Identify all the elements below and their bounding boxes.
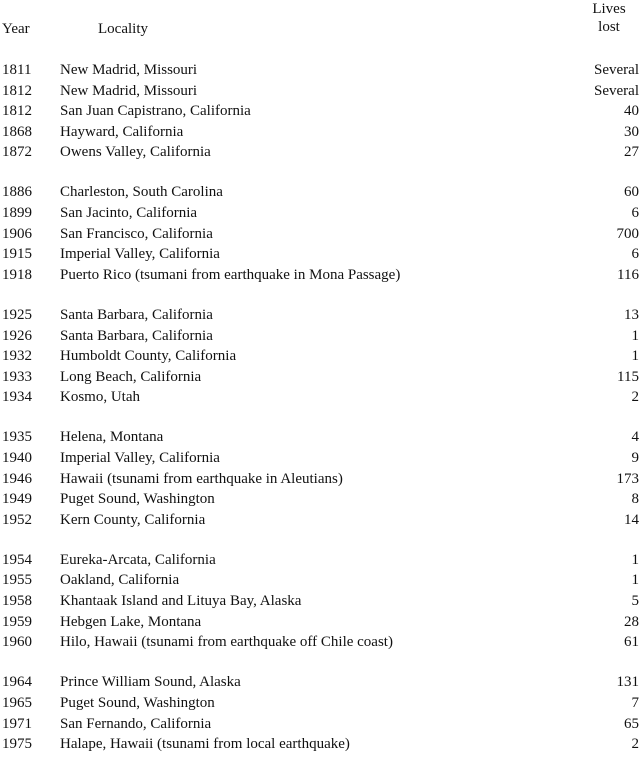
locality-cell: San Fernando, California (60, 715, 212, 732)
year-cell: 1958 (2, 593, 32, 610)
year-cell: 1886 (2, 184, 32, 201)
table-row (0, 367, 643, 388)
locality-cell: New Madrid, Missouri (60, 82, 198, 99)
year-cell: 1932 (2, 348, 32, 365)
year-cell: 1935 (2, 429, 32, 446)
row-group (0, 672, 643, 754)
locality-cell: Imperial Valley, California (60, 246, 220, 263)
locality-cell: New Madrid, Missouri (60, 62, 198, 78)
year-cell: 1952 (2, 511, 32, 528)
year-cell: 1925 (2, 306, 32, 323)
locality-cell: Halape, Hawaii (tsunami from local earthquake) (60, 736, 350, 753)
table-row (0, 60, 643, 81)
table-row (0, 672, 643, 693)
year-cell: 1918 (2, 266, 32, 283)
table-row (0, 427, 643, 448)
lives-lost-cell: 9 (631, 450, 639, 466)
table-row (0, 632, 643, 653)
row-group (0, 305, 643, 408)
table-row (0, 510, 643, 531)
lives-lost-cell: 60 (624, 184, 639, 201)
lives-lost-cell: 1 (631, 572, 639, 589)
year-cell: 1812 (2, 82, 32, 99)
header-lives-line1: Lives (592, 1, 626, 17)
year-cell: 1868 (2, 123, 32, 140)
lives-lost-cell: 65 (624, 715, 639, 732)
locality-cell: Puget Sound, Washington (60, 694, 215, 711)
lives-lost-cell: 131 (616, 674, 639, 691)
year-cell: 1915 (2, 246, 32, 263)
locality-cell: Imperial Valley, California (60, 450, 220, 466)
year-cell: 1959 (2, 613, 32, 630)
lives-lost-cell: 116 (617, 266, 639, 283)
table-body (0, 60, 643, 774)
year-cell: 1954 (2, 551, 32, 568)
table-row (0, 265, 643, 286)
locality-cell: Long Beach, California (60, 368, 202, 385)
table-row (0, 693, 643, 714)
table-row (0, 612, 643, 633)
lives-lost-cell: 28 (624, 613, 639, 630)
lives-lost-cell: 2 (631, 736, 639, 753)
locality-cell: Hayward, California (60, 123, 184, 140)
locality-cell: Humboldt County, California (60, 348, 237, 365)
year-cell: 1971 (2, 715, 32, 732)
locality-cell: Khantaak Island and Lituya Bay, Alaska (60, 593, 302, 610)
locality-cell: Santa Barbara, California (60, 306, 213, 323)
lives-lost-cell: 4 (631, 429, 639, 446)
locality-cell: Helena, Montana (60, 429, 164, 446)
locality-cell: San Francisco, California (60, 225, 213, 242)
year-cell: 1934 (2, 389, 32, 406)
locality-cell: Puerto Rico (tsumani from earthquake in Mona Passage) (60, 266, 401, 283)
locality-cell: Owens Valley, California (60, 144, 211, 161)
year-cell: 1946 (2, 470, 32, 487)
row-group (0, 427, 643, 530)
lives-lost-cell: 173 (616, 470, 639, 487)
table-row (0, 81, 643, 102)
row-group (0, 60, 643, 163)
lives-lost-cell: 6 (631, 205, 639, 222)
table-row (0, 326, 643, 347)
lives-lost-cell: 14 (624, 511, 639, 528)
table-row (0, 101, 643, 122)
lives-lost-cell: 8 (631, 491, 639, 508)
header-year: Year (2, 21, 30, 37)
table-row (0, 224, 643, 245)
table-row (0, 550, 643, 571)
lives-lost-cell: 1 (631, 551, 639, 568)
year-cell: 1933 (2, 368, 32, 385)
header-locality: Locality (98, 21, 148, 37)
locality-cell: Charleston, South Carolina (60, 184, 223, 201)
lives-lost-cell: 7 (631, 694, 639, 711)
locality-cell: Eureka-Arcata, California (60, 551, 216, 568)
lives-lost-cell: 40 (624, 103, 639, 120)
table-row (0, 122, 643, 143)
lives-lost-cell: 1 (631, 327, 639, 344)
locality-cell: Santa Barbara, California (60, 327, 213, 344)
lives-lost-cell: 27 (624, 144, 639, 161)
lives-lost-cell: 13 (624, 306, 639, 323)
table-row (0, 734, 643, 755)
year-cell: 1975 (2, 736, 32, 753)
table-row (0, 714, 643, 735)
locality-cell: San Jacinto, California (60, 205, 198, 222)
table-row (0, 244, 643, 265)
year-cell: 1955 (2, 572, 32, 589)
locality-cell: Puget Sound, Washington (60, 491, 215, 508)
year-cell: 1872 (2, 144, 32, 161)
lives-lost-cell: Several (594, 62, 639, 78)
table-row (0, 448, 643, 469)
lives-lost-cell: 6 (631, 246, 639, 263)
lives-lost-cell: 115 (617, 368, 639, 385)
lives-lost-cell: 61 (624, 634, 639, 651)
locality-cell: Hawaii (tsunami from earthquake in Aleutians) (60, 470, 343, 487)
year-cell: 1964 (2, 674, 32, 691)
header-lives-lost (579, 0, 639, 36)
table-row (0, 182, 643, 203)
year-cell: 1940 (2, 450, 32, 466)
locality-cell: Hebgen Lake, Montana (60, 613, 202, 630)
locality-cell: Prince William Sound, Alaska (60, 674, 241, 691)
table-row (0, 387, 643, 408)
table-row (0, 469, 643, 490)
locality-cell: Oakland, California (60, 572, 180, 589)
table-row (0, 305, 643, 326)
table-row (0, 142, 643, 163)
row-group (0, 550, 643, 653)
lives-lost-cell: 5 (631, 593, 639, 610)
table-row (0, 591, 643, 612)
row-group (0, 182, 643, 285)
year-cell: 1812 (2, 103, 32, 120)
lives-lost-cell: 1 (631, 348, 639, 365)
year-cell: 1960 (2, 634, 32, 651)
year-cell: 1965 (2, 694, 32, 711)
lives-lost-cell: Several (594, 82, 639, 99)
table-row (0, 570, 643, 591)
year-cell: 1906 (2, 225, 32, 242)
year-cell: 1949 (2, 491, 32, 508)
table-row (0, 489, 643, 510)
lives-lost-cell: 700 (616, 225, 639, 242)
table-row (0, 346, 643, 367)
locality-cell: San Juan Capistrano, California (60, 103, 251, 120)
year-cell: 1926 (2, 327, 32, 344)
table-row (0, 203, 643, 224)
locality-cell: Kosmo, Utah (60, 389, 140, 406)
year-cell: 1811 (2, 62, 32, 78)
lives-lost-cell: 30 (624, 123, 639, 140)
header-lives-line2: lost (598, 19, 620, 35)
year-cell: 1899 (2, 205, 32, 222)
lives-lost-cell: 2 (631, 389, 639, 406)
locality-cell: Hilo, Hawaii (tsunami from earthquake off Chile coast) (60, 634, 393, 651)
locality-cell: Kern County, California (60, 511, 206, 528)
